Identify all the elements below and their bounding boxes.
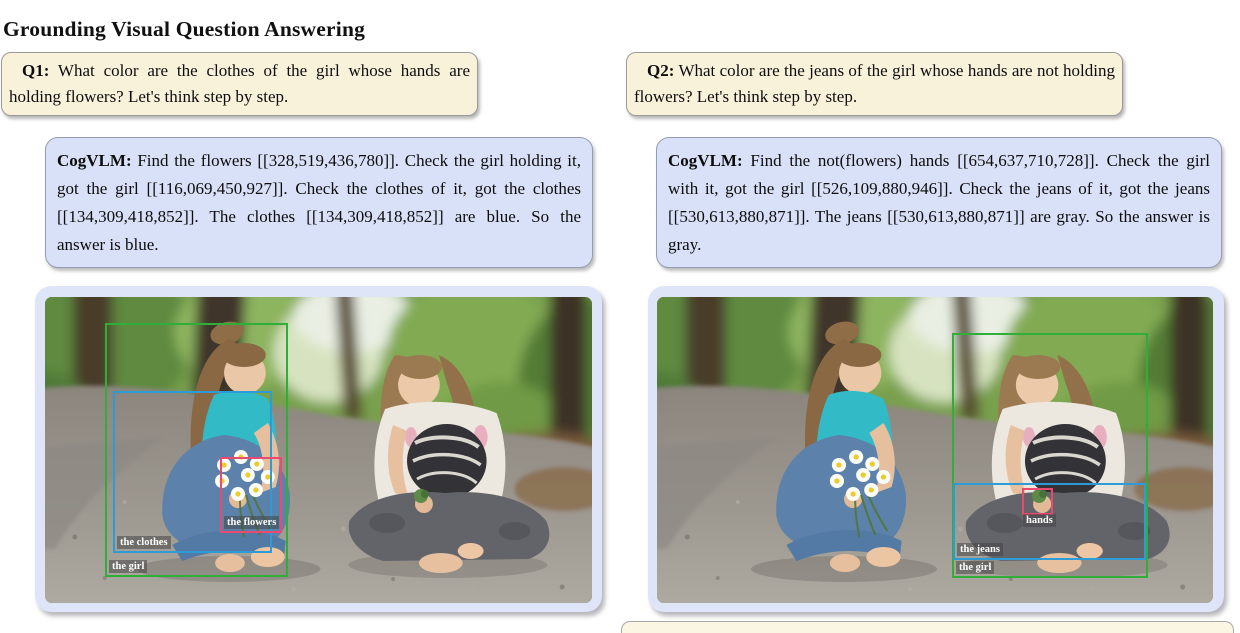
answer-text: Find the flowers [[328,519,436,780]]. Check the girl holding it, got the girl [[116,069,450,927]]. Check the clothes of it, got the clothes [[134,309,418,852]]. The clothes [[134,309,418,852]] are blue. So the answer is blue. <box>57 151 582 254</box>
question-prefix: Q2: <box>647 61 675 80</box>
model-name: CogVLM: <box>57 151 132 170</box>
answer-bubble-cogvlm-2 <box>656 137 1222 268</box>
question-bubble-q1 <box>1 52 478 116</box>
bbox-the-flowers <box>220 457 282 533</box>
next-section-peek <box>621 621 1234 633</box>
bbox-label: the girl <box>109 560 147 573</box>
image-card-left <box>35 286 602 612</box>
answer-bubble-cogvlm-1 <box>45 137 593 268</box>
model-name: CogVLM: <box>668 151 743 170</box>
question-text: What color are the jeans of the girl whose hands are not holding flowers? Let's think step by step. <box>634 61 1115 106</box>
question-text: What color are the clothes of the girl whose hands are holding flowers? Let's think step by step. <box>9 61 470 106</box>
answer-text: Find the not(flowers) hands [[654,637,710,728]]. Check the girl with it, got the girl [[526,109,880,946]]. Check the jeans of it, got the jeans [[530,613,880,871]]. The jeans [[530,613,880,871]] are gray. So the answer is gray. <box>668 151 1211 254</box>
photo-two-girls-left <box>45 297 592 603</box>
image-card-right <box>648 286 1224 612</box>
bbox-label: hands <box>1023 514 1056 527</box>
question-bubble-q2 <box>626 52 1123 116</box>
bbox-label: the girl <box>956 561 994 574</box>
question-prefix: Q1: <box>22 61 50 80</box>
page-title: Grounding Visual Question Answering <box>3 17 366 42</box>
photo-two-girls-right <box>657 297 1213 603</box>
bbox-label: the clothes <box>117 536 171 549</box>
bbox-label: the jeans <box>957 543 1003 556</box>
bbox-hands <box>1022 488 1053 526</box>
bbox-label: the flowers <box>224 516 279 529</box>
